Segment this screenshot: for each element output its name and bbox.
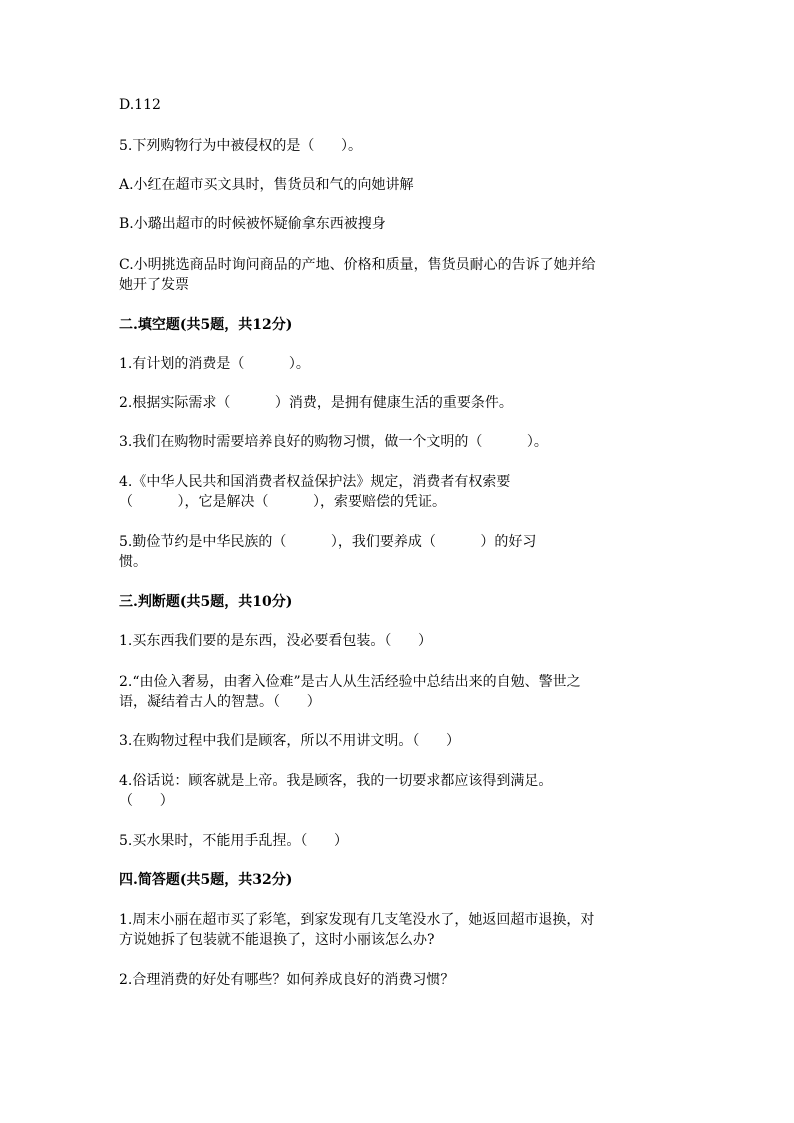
judge-question-2-line1: 2.“由俭入奢易，由奢入俭难”是古人从生活经验中总结出来的自勉、警世之 <box>119 674 581 690</box>
short-question-1-line1: 1.周末小丽在超市买了彩笔，到家发现有几支笔没水了，她返回超市退换，对 <box>119 912 595 928</box>
judge-question-4-line1: 4.俗话说：顾客就是上帝。我是顾客，我的一切要求都应该得到满足。 <box>119 773 553 789</box>
judge-question-2-line2: 语，凝结着古人的智慧。（ ） <box>119 694 321 710</box>
question-5-stem: 5.下列购物行为中被侵权的是（ ）。 <box>119 138 363 154</box>
judge-question-5: 5.买水果时，不能用手乱捏。（ ） <box>119 833 349 849</box>
question-5-option-c-line1: C.小明挑选商品时询问商品的产地、价格和质量，售货员耐心的告诉了她并给 <box>119 257 596 273</box>
option-d-112: D.112 <box>119 97 161 113</box>
section-fill-blank-heading: 二.填空题(共5题，共12分) <box>119 317 293 333</box>
judge-question-1: 1.买东西我们要的是东西，没必要看包装。（ ） <box>119 633 433 649</box>
question-5-option-c-line2: 她开了发票 <box>119 277 189 293</box>
judge-question-3: 3.在购物过程中我们是顾客，所以不用讲文明。（ ） <box>119 733 461 749</box>
fill-question-5-line1: 5.勤俭节约是中华民族的（ ），我们要养成（ ）的好习 <box>119 534 537 550</box>
question-5-option-b: B.小璐出超市的时候被怀疑偷拿东西被搜身 <box>119 216 386 232</box>
fill-question-4-line2: （ ），它是解决（ ），索要赔偿的凭证。 <box>119 494 447 510</box>
short-question-2: 2.合理消费的好处有哪些？如何养成良好的消费习惯？ <box>119 972 455 988</box>
fill-question-5-line2: 惯。 <box>119 554 147 570</box>
fill-question-4-line1: 4.《中华人民共和国消费者权益保护法》规定，消费者有权索要 <box>119 474 511 490</box>
short-question-1-line2: 方说她拆了包装就不能退换了，这时小丽该怎么办? <box>119 932 435 948</box>
fill-question-2: 2.根据实际需求（ ）消费，是拥有健康生活的重要条件。 <box>119 395 513 411</box>
fill-question-1: 1.有计划的消费是（ ）。 <box>119 356 310 372</box>
fill-question-3: 3.我们在购物时需要培养良好的购物习惯，做一个文明的（ ）。 <box>119 434 548 450</box>
section-judgement-heading: 三.判断题(共5题，共10分) <box>119 594 293 610</box>
section-short-answer-heading: 四.简答题(共5题，共32分) <box>119 872 293 888</box>
question-5-option-a: A.小红在超市买文具时，售货员和气的向她讲解 <box>119 177 414 193</box>
judge-question-4-line2: （ ） <box>119 793 174 809</box>
